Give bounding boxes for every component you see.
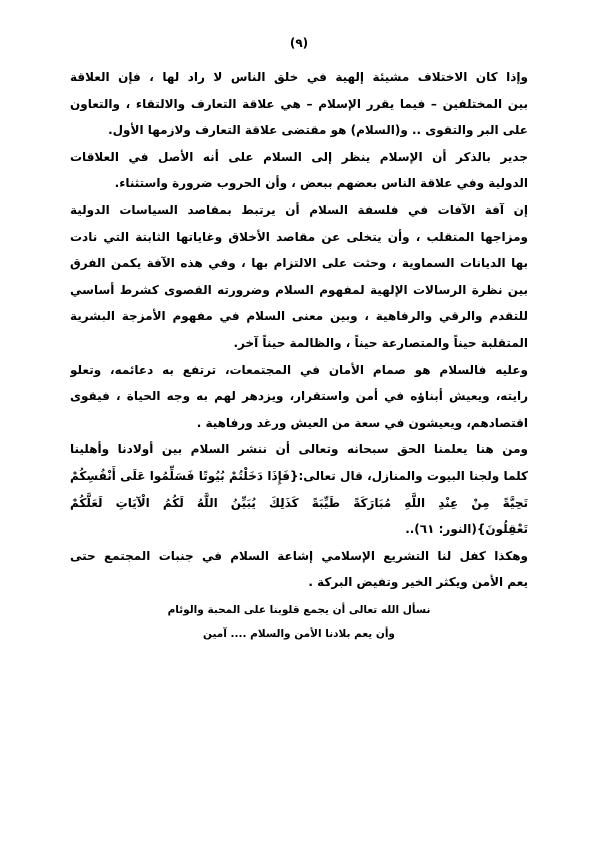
paragraph-line: للتقدم والرقي والرفاهية ، وبين معنى السلام في مفهوم الأمزجة البشرية	[70, 309, 528, 324]
closing-prayer	[70, 598, 528, 646]
paragraph	[70, 64, 528, 144]
paragraph	[70, 436, 528, 542]
paragraph-line: ومن هنا يعلمنا الحق سبحانه وتعالى أن ننشر السلام بين أولادنا وأهلينا	[70, 442, 528, 457]
paragraph	[70, 543, 528, 596]
page-number: (٩)	[289, 36, 309, 50]
body-text	[70, 64, 528, 596]
paragraph-line: تَحِيَّةً مِنْ عِنْدِ اللَّهِ مُبَارَكَةً طَيِّبَةً كَذَلِكَ يُبَيِّنُ اللَّهُ لَكُمُ الْآيَاتِ لَعَلَّكُمْ	[70, 495, 528, 510]
paragraph-line: إن آفة الآفات في فلسفة السلام أن يرتبط بمقاصد السياسات الدولية	[70, 202, 528, 217]
paragraph-line: على البر والتقوى .. و(السلام) هو مقتضى علاقة التعارف ولازمها الأول.	[108, 123, 528, 138]
paragraph-line: الدولية وفي علاقة الناس بعضهم ببعض ، وأن الحروب ضرورة واستثناء.	[114, 176, 528, 191]
document-page	[70, 36, 528, 646]
paragraph	[70, 144, 528, 197]
paragraph-line: كلما ولجنا البيوت والمنازل، قال تعالى:{فَإِذَا دَخَلْتُمْ بُيُوتًا فَسَلِّمُوا عَلَى أَنْفُسِكُمْ	[70, 468, 528, 483]
paragraph-line: ومزاجها المتقلب ، وأن يتخلى عن مقاصد الأخلاق وغاياتها الثابتة التي نادت	[70, 229, 528, 244]
paragraph-line: بها الديانات السماوية ، وحثت على الالتزام بها ، وفي هذه الآفة يكمن الفرق	[70, 256, 528, 271]
paragraph-line: تَعْقِلُونَ}(النور: ٦١)..	[405, 522, 528, 537]
closing-line: وأن يعم بلادنا الأمن والسلام .... آمين	[203, 627, 395, 640]
paragraph	[70, 197, 528, 357]
paragraph-line: المتقلبة حيناً والمتصارعة حيناً ، والظالمة حيناً آخر.	[233, 335, 528, 350]
paragraph-line: وهكذا كفل لنا التشريع الإسلامي إشاعة السلام في جنبات المجتمع حتى	[70, 548, 528, 563]
paragraph-line: اقتصادهم، ويعيشون في سعة من العيش ورغد ورفاهية .	[196, 415, 528, 430]
paragraph-line: جدير بالذكر أن الإسلام ينظر إلى السلام على أنه الأصل في العلاقات	[70, 149, 528, 164]
paragraph-line: وعليه فالسلام هو صمام الأمان في المجتمعات، ترتفع به دعائمه، وتعلو	[70, 362, 528, 377]
paragraph	[70, 357, 528, 437]
paragraph-line: بين المختلفين – فيما يقرر الإسلام – هي علاقة التعارف والالتقاء ، والتعاون	[70, 96, 528, 111]
paragraph-line: وإذا كان الاختلاف مشيئة إلهية في خلق الناس لا راد لها ، فإن العلاقة	[70, 70, 528, 84]
paragraph-line: رايته، ويعيش أبناؤه في أمن واستقرار، ويزدهر لهم به وجه الحياة ، فيقوى	[70, 389, 528, 404]
closing-line: نسأل الله تعالى أن يجمع قلوبنا على المحبة والوئام	[167, 603, 431, 616]
paragraph-line: يعم الأمن ويكثر الخير وتفيض البركة .	[308, 575, 528, 590]
paragraph-line: بين نظرة الرسالات الإلهية لمفهوم السلام وضرورته القصوى كشرط أساسي	[70, 282, 528, 297]
